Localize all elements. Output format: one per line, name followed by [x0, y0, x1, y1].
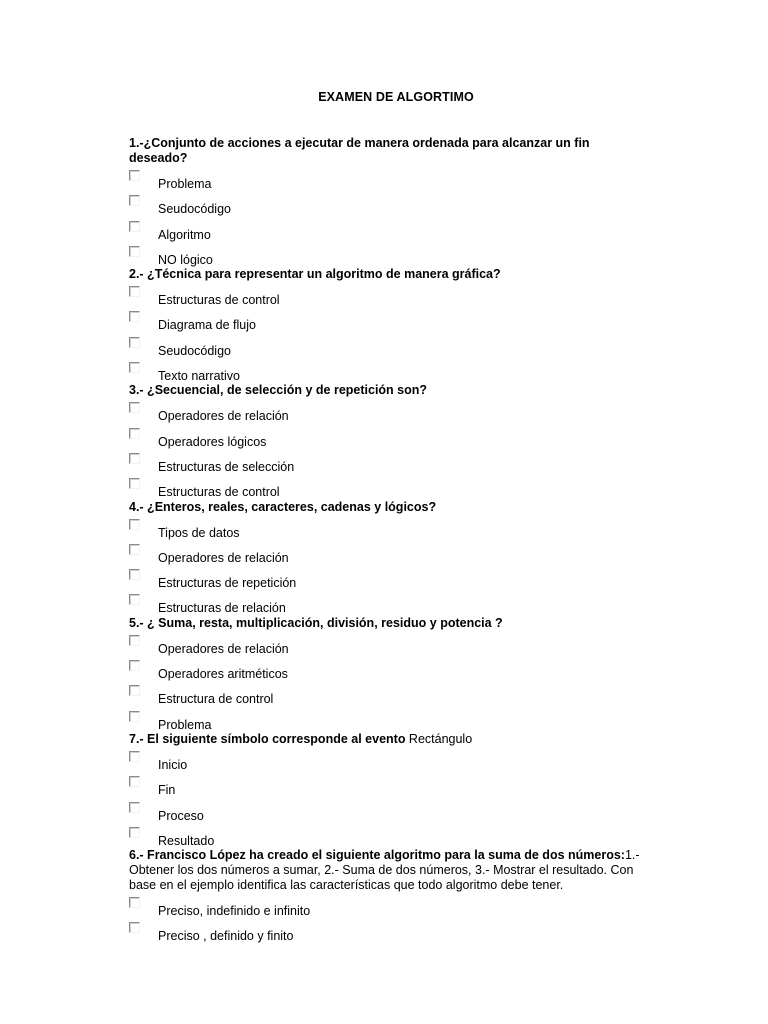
question-text: 6.- Francisco López ha creado el siguiente algoritmo para la suma de dos números:1.- Obtener los dos números a sumar, 2.- Suma de dos números, 3.- Mostrar el resultado. Con base en el ejemplo identifica las características que todo algoritmo debe tener. — [129, 848, 640, 893]
question-text: 1.-¿Conjunto de acciones a ejecutar de manera ordenada para alcanzar un fin deseado? — [129, 136, 590, 165]
option-label: Problema — [158, 717, 212, 732]
checkbox-icon[interactable] — [129, 195, 140, 206]
option-label: Operadores de relación — [158, 409, 289, 424]
option-row — [129, 540, 649, 565]
question-6 — [129, 848, 649, 943]
option-label: Estructuras de repetición — [158, 576, 297, 591]
option-row — [129, 918, 649, 943]
page-title: EXAMEN DE ALGORTIMO — [318, 90, 474, 104]
checkbox-icon[interactable] — [129, 711, 140, 722]
checkbox-icon[interactable] — [129, 776, 140, 787]
checkbox-icon[interactable] — [129, 519, 140, 530]
option-row — [129, 358, 649, 383]
checkbox-icon[interactable] — [129, 428, 140, 439]
option-row — [129, 166, 649, 191]
option-label: Proceso — [158, 808, 204, 823]
option-row — [129, 242, 649, 267]
checkbox-icon[interactable] — [129, 827, 140, 838]
checkbox-icon[interactable] — [129, 362, 140, 373]
option-row — [129, 217, 649, 242]
option-row — [129, 307, 649, 332]
option-label: Texto narrativo — [158, 369, 240, 384]
option-label: Fin — [158, 783, 176, 798]
checkbox-icon[interactable] — [129, 402, 140, 413]
checkbox-icon[interactable] — [129, 311, 140, 322]
checkbox-icon[interactable] — [129, 544, 140, 555]
checkbox-icon[interactable] — [129, 922, 140, 933]
checkbox-icon[interactable] — [129, 802, 140, 813]
question-text: 2.- ¿Técnica para representar un algoritmo de manera gráfica? — [129, 267, 501, 282]
option-label: Inicio — [158, 757, 188, 772]
option-row — [129, 656, 649, 681]
question-2 — [129, 267, 649, 383]
question-3 — [129, 383, 649, 499]
question-text: 5.- ¿ Suma, resta, multiplicación, división, residuo y potencia ? — [129, 615, 503, 630]
checkbox-icon[interactable] — [129, 635, 140, 646]
option-row — [129, 747, 649, 772]
checkbox-icon[interactable] — [129, 453, 140, 464]
checkbox-icon[interactable] — [129, 660, 140, 671]
option-label: Operadores de relación — [158, 550, 289, 565]
option-row — [129, 565, 649, 590]
checkbox-icon[interactable] — [129, 685, 140, 696]
checkbox-icon[interactable] — [129, 594, 140, 605]
question-5 — [129, 616, 649, 732]
option-row — [129, 449, 649, 474]
option-label: Resultado — [158, 833, 215, 848]
question-text: 4.- ¿Enteros, reales, caracteres, cadenas y lógicos? — [129, 499, 437, 514]
option-row — [129, 474, 649, 499]
option-label: Seudocódigo — [158, 343, 231, 358]
option-row — [129, 424, 649, 449]
option-row — [129, 772, 649, 797]
checkbox-icon[interactable] — [129, 221, 140, 232]
checkbox-icon[interactable] — [129, 478, 140, 489]
option-label: Problema — [158, 177, 212, 191]
option-label: Operadores aritméticos — [158, 667, 288, 682]
option-label: Operadores lógicos — [158, 434, 267, 449]
option-label: Tipos de datos — [158, 525, 240, 540]
option-row — [129, 333, 649, 358]
question-list — [129, 136, 649, 943]
checkbox-icon[interactable] — [129, 569, 140, 580]
option-label: Seudocódigo — [158, 202, 231, 217]
checkbox-icon[interactable] — [129, 897, 140, 908]
option-row — [129, 681, 649, 706]
checkbox-icon[interactable] — [129, 286, 140, 297]
checkbox-icon[interactable] — [129, 751, 140, 762]
question-4 — [129, 500, 649, 616]
option-label: Estructuras de control — [158, 293, 280, 308]
option-row — [129, 398, 649, 423]
option-label: Preciso , definido y finito — [158, 929, 294, 944]
option-row — [129, 707, 649, 732]
option-label: NO lógico — [158, 252, 213, 267]
question-text: 7.- El siguiente símbolo corresponde al evento Rectángulo — [129, 731, 473, 746]
option-label: Preciso, indefinido e infinito — [158, 904, 311, 919]
option-label: Estructuras de relación — [158, 601, 286, 616]
option-row — [129, 590, 649, 615]
option-row — [129, 282, 649, 307]
question-7 — [129, 732, 649, 848]
option-row — [129, 631, 649, 656]
question-text: 3.- ¿Secuencial, de selección y de repetición son? — [129, 383, 428, 398]
option-row — [129, 798, 649, 823]
option-label: Estructura de control — [158, 692, 274, 707]
option-row — [129, 191, 649, 216]
option-label: Diagrama de flujo — [158, 318, 256, 333]
option-label: Estructuras de selección — [158, 459, 295, 474]
checkbox-icon[interactable] — [129, 337, 140, 348]
option-row — [129, 893, 649, 918]
option-label: Estructuras de control — [158, 485, 280, 500]
option-row — [129, 823, 649, 848]
option-label: Operadores de relación — [158, 641, 289, 656]
question-1 — [129, 136, 649, 267]
checkbox-icon[interactable] — [129, 246, 140, 257]
option-row — [129, 515, 649, 540]
checkbox-icon[interactable] — [129, 170, 140, 181]
option-label: Algoritmo — [158, 227, 211, 242]
